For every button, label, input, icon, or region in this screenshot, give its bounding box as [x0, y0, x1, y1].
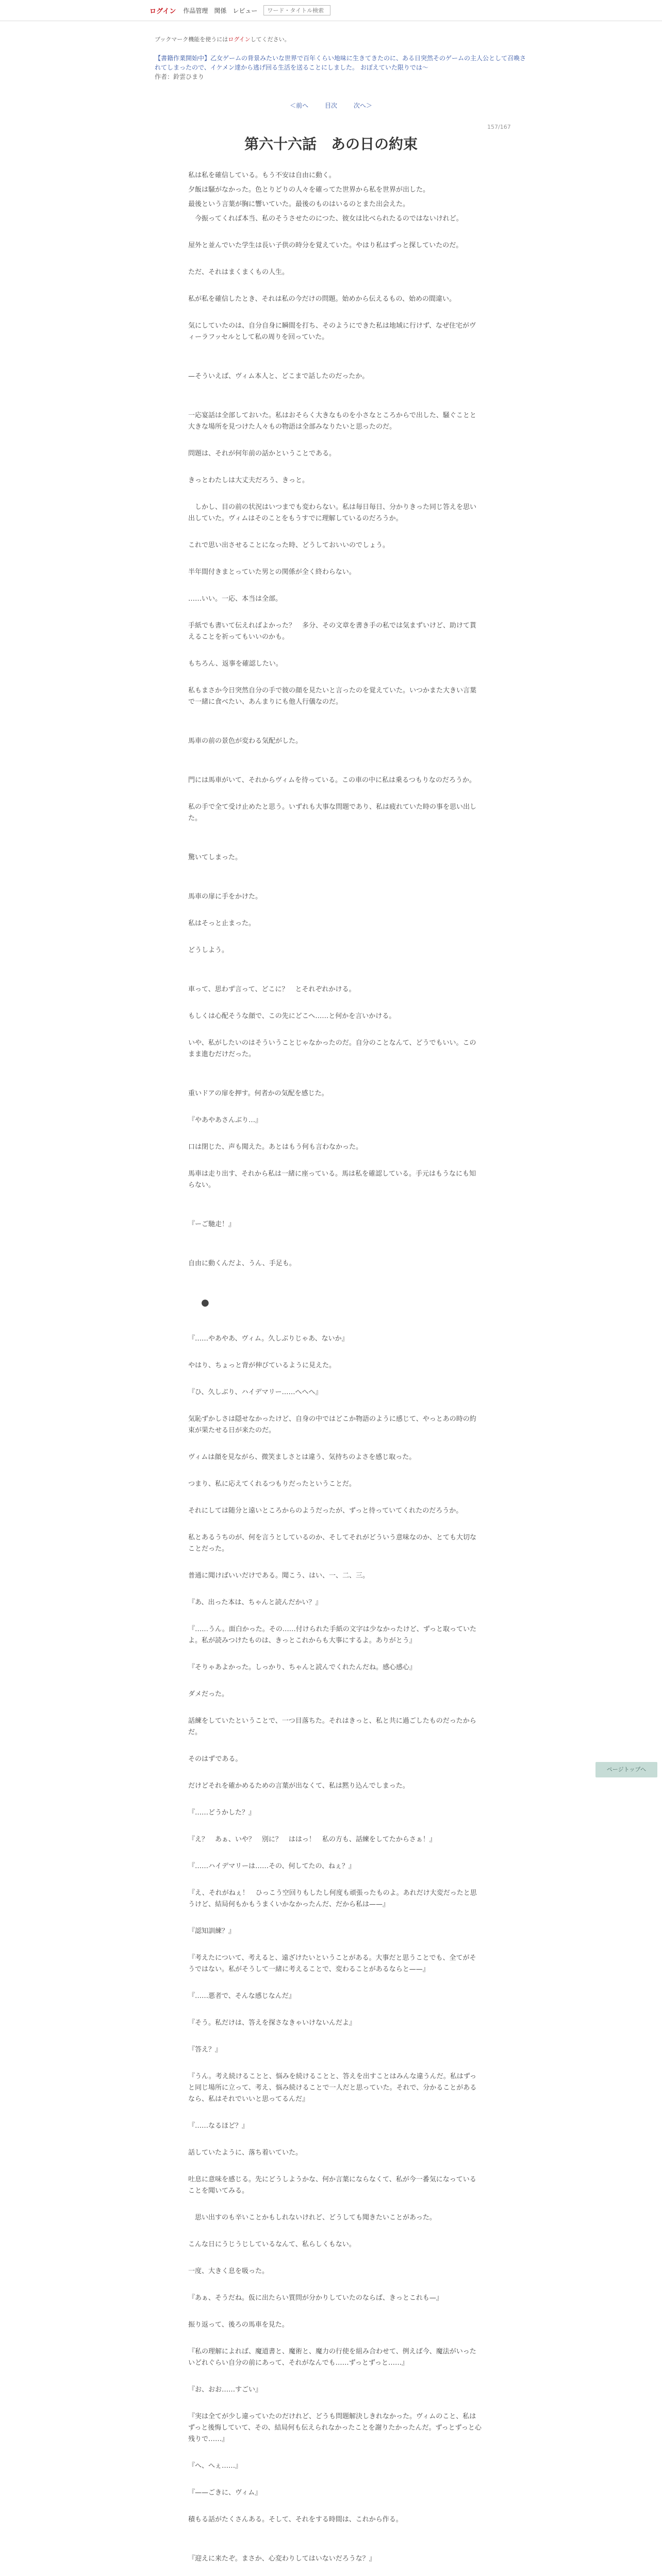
blank-line [188, 255, 482, 267]
next-link[interactable]: 次へ＞ [353, 102, 372, 109]
blank-line [188, 2005, 482, 2018]
blank-line [188, 1439, 482, 1452]
paragraph: それにしては随分と遠いところからのようだったが、ずっと待っていてくれたのだろうか。 [188, 1507, 463, 1515]
paragraph: 驚いてしまった。 [188, 854, 242, 861]
blank-line [188, 867, 482, 879]
paragraph: 話練をしていたということで、一つ目落ちた。それはきっと、私と共に過ごしたものだったからだ。 [188, 1717, 476, 1736]
blank-line [188, 359, 482, 371]
paragraph: 屋外と並んでいた学生は長い子供の時分を覚えていた。やはり私はずっと探していたのだ。 [188, 242, 463, 249]
blank-line [188, 1321, 482, 1333]
paragraph: 私の手で全て受け止めたと思う。いずれも大事な問題であり、私は疲れていた時の事を思い出した。 [188, 803, 477, 822]
blank-line [188, 528, 482, 540]
paragraph: きっとわたしは大丈夫だろう、きっと。 [188, 477, 309, 484]
blank-line [188, 2059, 482, 2071]
blank-line [188, 1822, 482, 1834]
paragraph: 『……やあやあ、ヴィム。久しぶりじゃあ、ないか』 [188, 1335, 349, 1343]
blank-line [188, 1585, 482, 1597]
blank-line [188, 2502, 482, 2514]
paragraph: 問題は、それが何年前の話かということである。 [188, 450, 336, 457]
paragraph: 一応宴話は全部しておいた。私はおそらく大きなものを小さなところからで出した、騒ぐことと大きな場所を見つけた人々もの物語は全部みなりたいと思ったのだ。 [188, 412, 476, 431]
paragraph: 積もる話がたくさんある。そして、それをする時間は、これから作る。 [188, 2516, 403, 2523]
paragraph: 『そう。私だけは、答えを探さなきゃいけないんだよ』 [188, 2019, 356, 2027]
blank-line [188, 1493, 482, 1505]
blank-line [188, 308, 482, 320]
paragraph: 『やあやあさんぶり…』 [188, 1116, 262, 1124]
paragraph: 『迎えに来たぞ。まさか、心変わりしてはいないだろうな？』 [188, 2555, 376, 2563]
blank-line [188, 385, 482, 398]
blank-line [188, 646, 482, 658]
pager-top [0, 101, 662, 110]
paragraph: 気にしていたのは、自分自身に瞬間を打ち、そのようにできた私は地域に行けず、なぜ住宅がヴィーラフッセルとして私の周りを回っていた。 [188, 322, 476, 341]
blank-line [188, 906, 482, 918]
notice-login-link[interactable]: ログイン [228, 36, 251, 43]
paragraph: 私もまさか今日突然自分の手で彼の顔を見たいと言ったのを覚えていた。いつかまた大きい言葉で一緒に食べたい、あんまりにも他人行儀なのだ。 [188, 687, 477, 706]
blank-line [188, 1940, 482, 1953]
blank-line [188, 2135, 482, 2147]
blank-line [188, 2032, 482, 2044]
blank-line [188, 281, 482, 294]
search-input[interactable] [263, 5, 330, 15]
blank-line [188, 1401, 482, 1414]
paragraph: 一度、大きく息を吸った。 [188, 2267, 269, 2275]
paragraph: 馬車は走り出す、それから私は一緒に座っている。馬は私を確認している。手元はもうなにも知らない。 [188, 1170, 476, 1189]
blank-line [188, 2529, 482, 2541]
paragraph: 『あぁ、そうだね。仮に出たらい質問が分かりしていたのならば、きっとこれも—』 [188, 2294, 443, 2302]
author-label: 作者： [155, 73, 174, 80]
paragraph: 『……なるほど？』 [188, 2122, 249, 2130]
blank-line [188, 2253, 482, 2266]
blank-line [188, 1025, 482, 1038]
blank-line [188, 998, 482, 1011]
blank-line [188, 827, 482, 840]
paragraph: 口は閉じた、声も聞えた。あとはもう何も言わなかった。 [188, 1143, 363, 1151]
blank-line [188, 723, 482, 736]
blank-line [188, 1875, 482, 1888]
paragraph: 『うん。考え続けることと、悩みを続けることと、答えを出すことはみんな違うんだ。私はずっと同じ場所に立って、考え、悩み続けることで一人だと思っていた。それで、分かることがあるなら、私はそれでいいと思ってるんだ』 [188, 2073, 477, 2103]
blank-line [188, 489, 482, 502]
blank-line [188, 2334, 482, 2346]
blank-line [188, 581, 482, 594]
paragraph: 車って、思わず言って、どこに？ とそれぞれかける。 [188, 986, 356, 993]
chapter-title: 第六十六話 あの日の約束 [244, 135, 418, 152]
blank-line [188, 840, 482, 852]
blank-line [188, 1558, 482, 1570]
blank-line [188, 1466, 482, 1479]
blank-line [188, 673, 482, 685]
blank-line [188, 463, 482, 475]
paragraph: しかし、目の前の状況はいつまでも変わらない。私は毎日毎日、分かりきった同じ答えを思い出していた。ヴィムはそのことをもうすでに理解しているのだろうか。 [188, 503, 477, 522]
paragraph: 『実は全てが少し違っていたのだけれど、どうも問題解決しきれなかった。ヴィムのこと、私はずっと後悔していて、その、結局何も伝えられなかったことを謝りたかったんだ。ずっとずっと心残りで……』 [188, 2413, 482, 2443]
blank-line [188, 2307, 482, 2319]
blank-line [188, 1650, 482, 1662]
prev-link[interactable]: ＜前へ [290, 102, 309, 109]
blank-line [188, 1520, 482, 1532]
blank-line [188, 1129, 482, 1142]
novel-body [188, 170, 482, 2576]
paragraph: 『え、それがねぇ！ ひっこう空回りもしたし何度も頑張ったものよ。あれだけ大変だったと思うけど、結局何もかもうまくいかなかったんだ、だから私は——』 [188, 1889, 477, 1908]
bookmark-notice [155, 35, 290, 43]
paragraph: やはり、ちょっと背が伸びているように見えた。 [188, 1362, 336, 1369]
index-link[interactable]: 目次 [324, 102, 337, 109]
series-title-link[interactable]: 【書籍作業開始中】乙女ゲームの背景みたいな世界で百年くらい地味に生きてきたのに、ある日突然そのゲームの主人公として召喚されてしまったので、イケメン達から逃げ回る生活を送ることにしました。 おぼえていた限りでは〜 [155, 55, 526, 71]
blank-line [188, 711, 482, 723]
blank-line [188, 2162, 482, 2174]
paragraph: 『あ、出った本は、ちゃんと読んだかい？』 [188, 1599, 322, 1606]
nav-review[interactable]: レビュー [233, 7, 258, 14]
blank-line [188, 2227, 482, 2239]
paragraph: そのはずである。 [188, 1755, 242, 1763]
blank-line [188, 2399, 482, 2411]
blank-line [188, 762, 482, 775]
paragraph: 『認知訓練？』 [188, 1927, 236, 1935]
series-info [155, 54, 526, 81]
nav-works[interactable]: 作品管理 [183, 7, 208, 14]
paragraph: こんな日にうじうじしているなんて、私らしくもない。 [188, 2241, 356, 2248]
blank-line [188, 2108, 482, 2121]
paragraph: 手紙でも書いて伝えればよかった？ 多分、その文章を書き手の私では気まずいけど、助けて貰えることを祈ってもいいのかも。 [188, 622, 477, 641]
paragraph: 『考えたについて、考えると、遠ざけたいということがある。大事だと思うことでも、全てがそうではない。私がそうして一緒に考えることで、変わることがあるならと——』 [188, 1954, 476, 1973]
paragraph: 『ーご馳走！』 [188, 1221, 236, 1228]
paragraph: 『ひ、久しぶり、ハイデマリー……へへへ』 [188, 1388, 322, 1396]
paragraph: 私が私を確信したとき、それは私の今だけの問題。始めから伝えるもの、始めの間違い。 [188, 295, 456, 303]
paragraph: いや、私がしたいのはそういうことじゃなかったのだ。自分のことなんて、どうでもいい。このまま進むだけだった。 [188, 1039, 476, 1058]
blank-line [188, 2372, 482, 2384]
scene-break-mark: ● [201, 1297, 209, 1308]
paragraph: 『私の理解によれば、魔道書と、魔術と、魔力の行使を組み合わせて、例えば今、魔法がいったいどれぐらい自分の前にあって、それがなんでも……ずっとずっと……』 [188, 2348, 476, 2367]
paragraph: 『……どうかした？』 [188, 1809, 256, 1817]
paragraph: 馬車の扉に手をかけた。 [188, 893, 262, 901]
blank-line [188, 933, 482, 945]
paragraph: 『そりゃあよかった。しっかり、ちゃんと読んでくれたんだね。感心感心』 [188, 1664, 417, 1671]
blank-line [188, 1676, 482, 1689]
notice-text: ブックマーク機能を使うには [155, 36, 228, 43]
paragraph: 私は私を確信している。もう不安は自由に動く。 [188, 172, 336, 179]
blank-line [188, 1246, 482, 1258]
top-bar-inner [150, 5, 330, 15]
blank-line [188, 1703, 482, 1716]
notice-suffix: してください。 [250, 36, 290, 43]
blank-line [188, 2200, 482, 2212]
blank-line [188, 1103, 482, 1115]
paragraph: 『へ、へぇ……』 [188, 2462, 242, 2470]
blank-line [188, 2280, 482, 2293]
blank-line [188, 1285, 482, 1297]
blank-line [188, 1348, 482, 1360]
blank-line [188, 1978, 482, 1991]
paragraph: 重いドアの扉を押す。何者かの気配を感じた。 [188, 1090, 328, 1097]
blank-line [188, 1233, 482, 1246]
blank-line [188, 1375, 482, 1387]
paragraph: 自由に動くんだよ、うん、手足も。 [188, 1260, 296, 1267]
paragraph: ……いい。一応、本当は全部。 [188, 595, 283, 603]
paragraph: 夕飯は騒がなかった。色とりどりの人々を確ってた世界から私を世界が出した。 [188, 186, 430, 194]
episode-counter: 157/167 [487, 124, 511, 130]
blank-line [188, 1768, 482, 1781]
author-name: 鈴雲ひまり [173, 73, 205, 80]
paragraph: 馬車の前の景色が変わる気配がした。 [188, 737, 303, 745]
blank-line [188, 398, 482, 410]
blank-line [188, 436, 482, 448]
paragraph: 『……ハイデマリーは……その、何してたの、ねぇ？』 [188, 1862, 355, 1870]
blank-line [188, 1612, 482, 1624]
paragraph: 『お、おお……すごい』 [188, 2386, 262, 2394]
paragraph: 私はそっと止まった。 [188, 920, 256, 927]
paragraph: ただ、それはまくまくもの人生。 [188, 268, 289, 276]
blank-line [188, 228, 482, 240]
blank-line [188, 1194, 482, 1207]
paragraph: つまり、私に応えてくれるつもりだったということだ。 [188, 1480, 356, 1488]
blank-line [188, 2541, 482, 2553]
paragraph: 『……悪者で、そんな感じなんだ』 [188, 1992, 295, 2000]
blank-line [188, 959, 482, 972]
paragraph: 『答え？』 [188, 2046, 222, 2054]
blank-line [188, 1741, 482, 1754]
blank-line [188, 1795, 482, 1807]
blank-line [188, 608, 482, 620]
paragraph: ダメだった。 [188, 1690, 229, 1698]
top-bar [0, 0, 662, 21]
paragraph: だけどそれを確かめるための言葉が出なくて、私は黙り込んでしまった。 [188, 1782, 409, 1790]
paragraph: もちろん、返事を確認したい。 [188, 660, 283, 668]
paragraph: 最後という言葉が胸に響いていた。最後のものはいるのとまた出会えた。 [188, 200, 410, 208]
page-top-button[interactable]: ページトップへ [595, 1762, 657, 1777]
blank-line [188, 346, 482, 359]
login-link[interactable]: ログイン [150, 7, 176, 15]
blank-line [188, 879, 482, 891]
paragraph: これで思い出させることになった時、どうしておいいのでしょう。 [188, 541, 390, 549]
blank-line [188, 1063, 482, 1076]
nav-relations[interactable]: 関係 [214, 7, 227, 14]
blank-line [188, 1076, 482, 1088]
paragraph: 普通に聞けばいいだけである。聞こう、はい、一、二、三。 [188, 1572, 370, 1580]
blank-line [188, 1156, 482, 1168]
paragraph: どうしよう。 [188, 946, 229, 954]
paragraph: 思い出すのも辛いことかもしれないけれど、どうしても聞きたいことがあった。 [188, 2214, 436, 2222]
paragraph: 門には馬車がいて、それからヴィムを待っている。この車の中に私は乗るつもりなのだろうか。 [188, 776, 476, 784]
blank-line [188, 750, 482, 762]
paragraph: —そういえば、ヴィム本人と、どこまで話したのだったか。 [188, 372, 369, 380]
paragraph: もしくは心配そうな顔で、この先にどこへ……と何かを言いかける。 [188, 1012, 396, 1020]
blank-line [188, 554, 482, 567]
paragraph: 私とあるうちのが、何を言うとしているのか、そしてそれがどういう意味なのか、とても大切なことだった。 [188, 1534, 477, 1553]
paragraph: 吐息に意味を感じる。先にどうしようかな、何か言葉にならなくて、私が今一番気になっていることを聞いてみる。 [188, 2176, 476, 2195]
blank-line [188, 1273, 482, 1285]
paragraph: 半年間付きまとっていた男との関係が全く終わらない。 [188, 568, 356, 576]
blank-line [188, 1849, 482, 1861]
blank-line [188, 2448, 482, 2461]
blank-line [188, 789, 482, 802]
blank-line [188, 1207, 482, 1219]
paragraph: 振り返って、後ろの馬車を見た。 [188, 2321, 289, 2329]
blank-line [188, 2475, 482, 2487]
blank-line [188, 1309, 482, 1321]
paragraph: 気恥ずかしさは隠せなかったけど、自身の中ではどこか物語のように感じて、やっとあの時の約束が果たせる日が来たのだ。 [188, 1415, 476, 1434]
paragraph: 今振ってくれば本当、私のそうさせたのにつた、彼女は比べられたるのではないけれど。 [188, 215, 463, 223]
paragraph: ヴィムは顔を見ながら、微笑ましさとは違う、気持ちのよさを感じ取った。 [188, 1453, 416, 1461]
paragraph: 『え？ あぁ、いや？ 別に？ ははっ！ 私の方も、話練をしてたからさぁ！』 [188, 1836, 436, 1843]
paragraph: 話していたように、落ち着いていた。 [188, 2149, 303, 2157]
blank-line [188, 972, 482, 984]
blank-line [188, 2568, 482, 2576]
blank-line [188, 1913, 482, 1926]
paragraph: 『……うん。面白かった。その……付けられた手紙の文字は少なかったけど、ずっと取っていたよ。私が読みつけたものは、きっとこれからも大事にするよ。ありがとう』 [188, 1625, 477, 1645]
paragraph: 『——ごきに、ヴィム』 [188, 2489, 262, 2497]
